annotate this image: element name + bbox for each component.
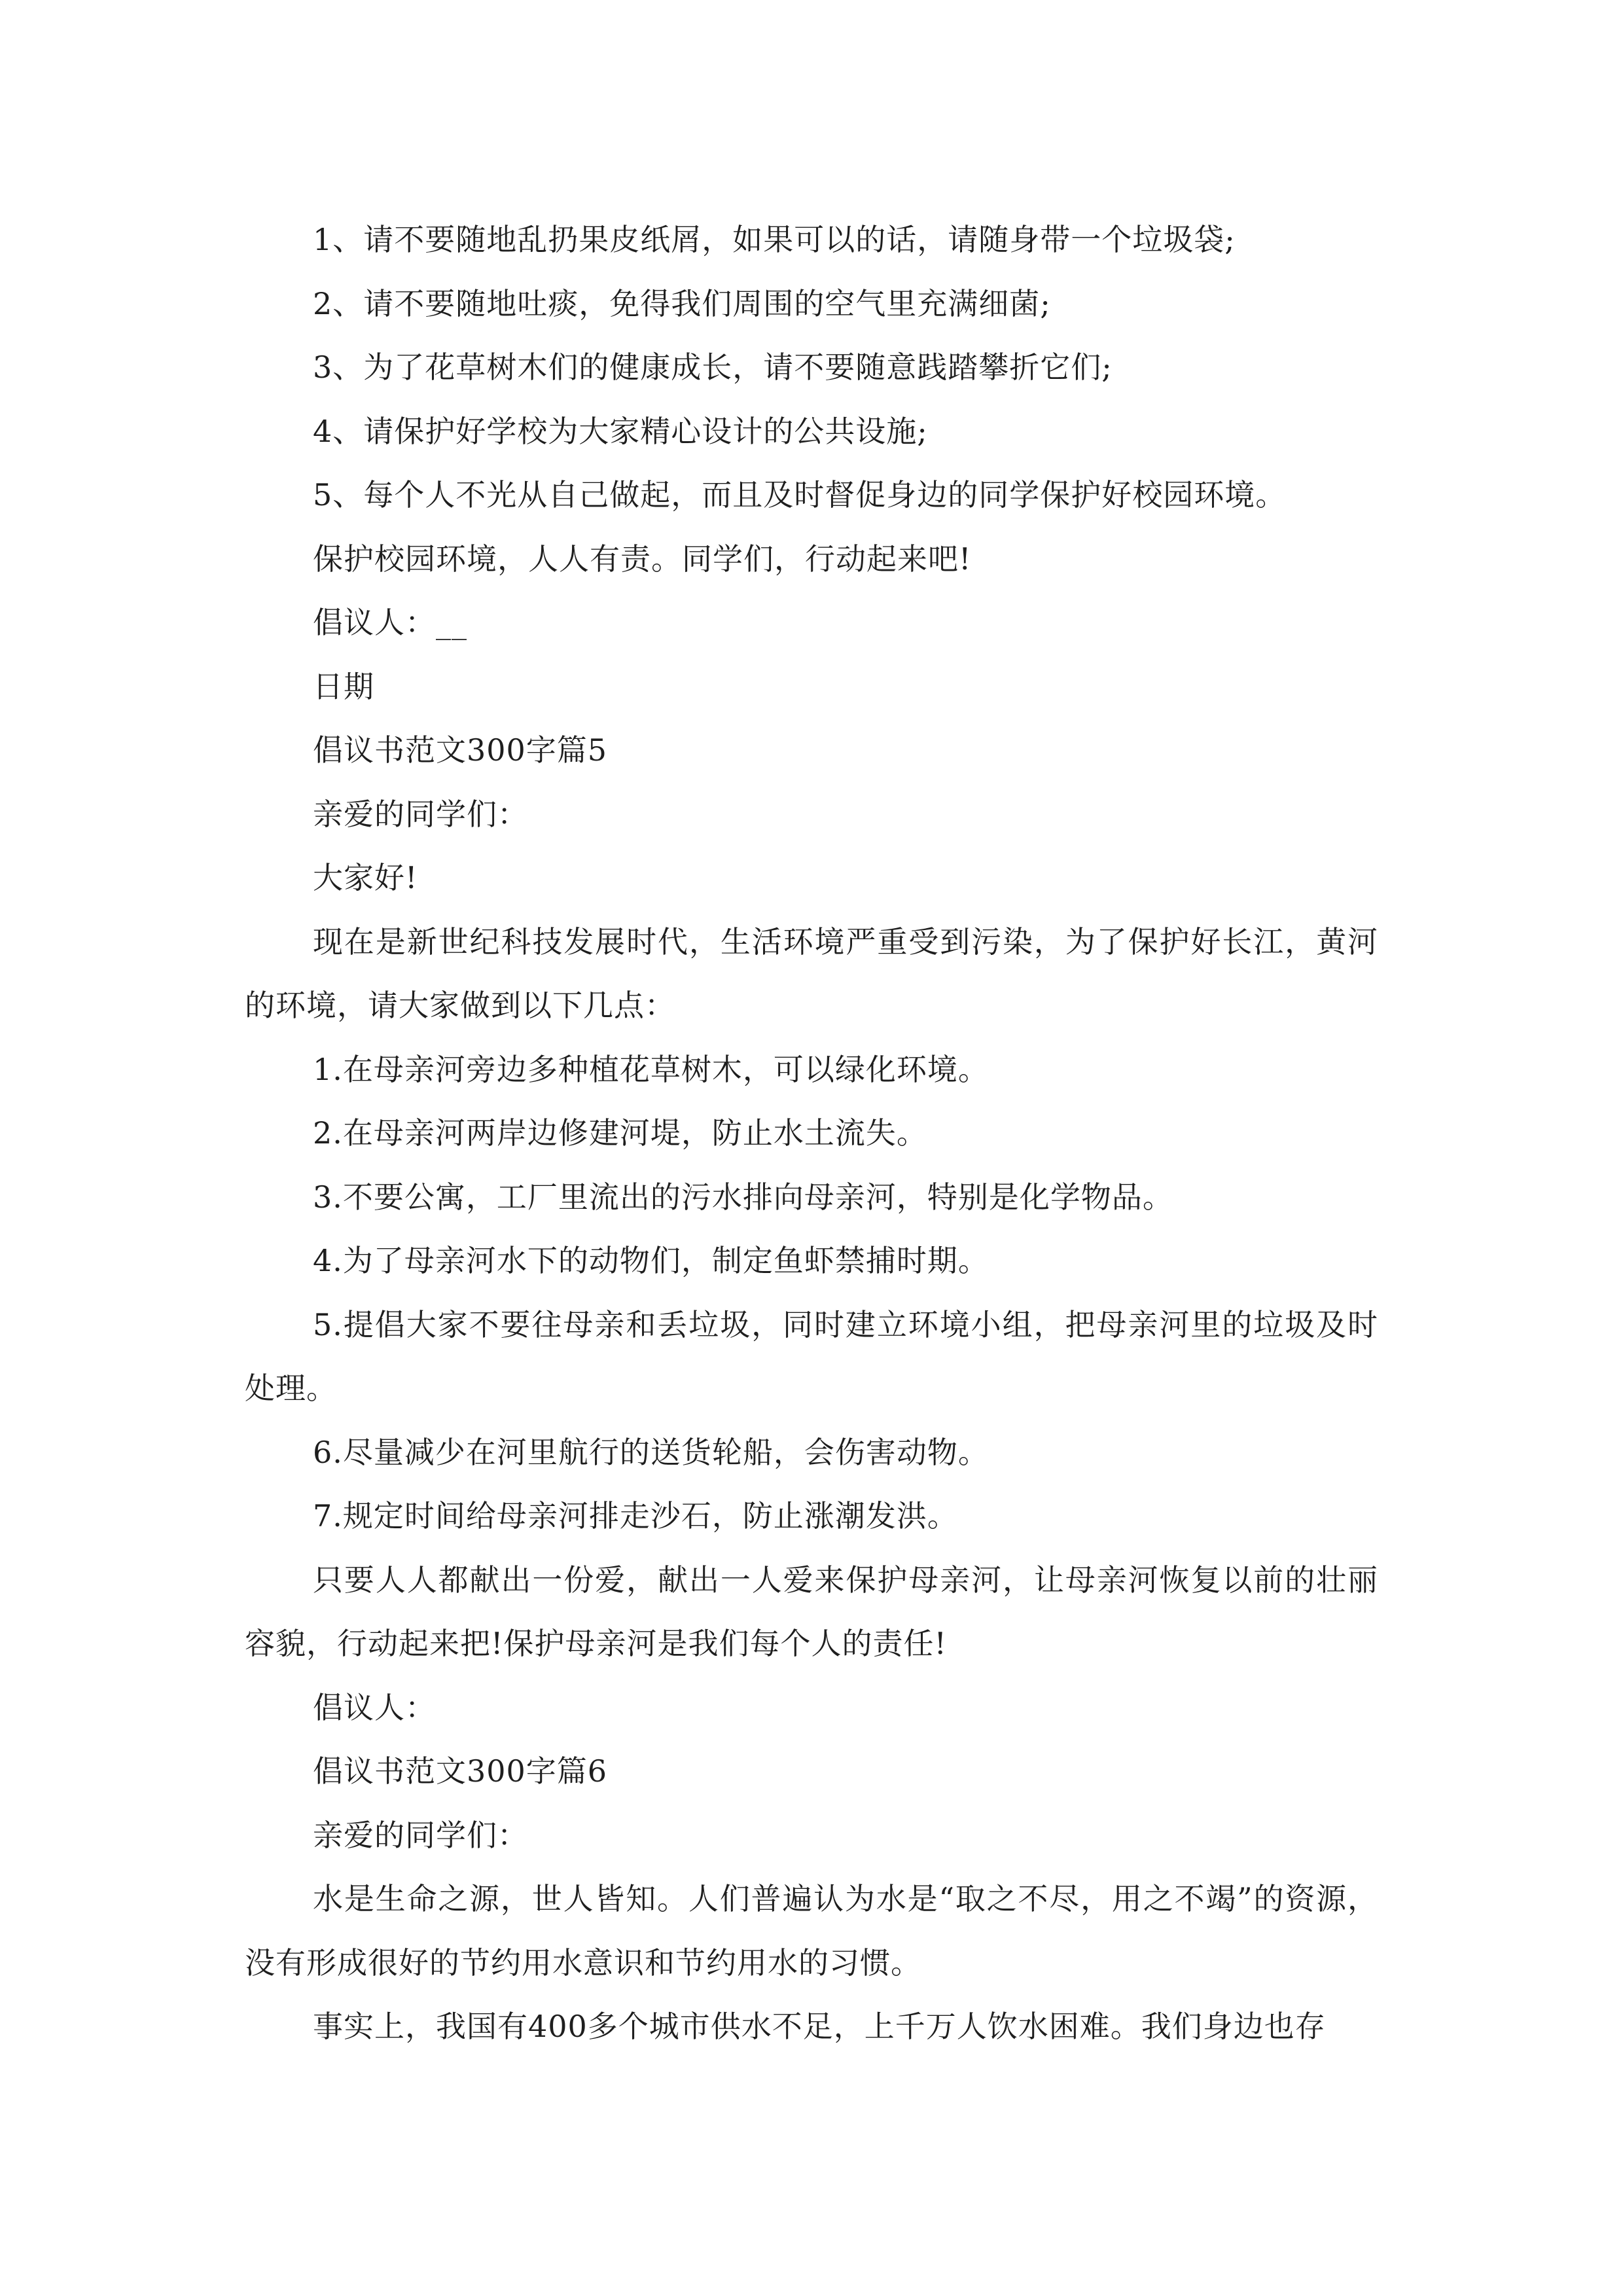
body-paragraph: 事实上，我国有400多个城市供水不足，上千万人饮水困难。我们身边也存 bbox=[313, 2009, 1326, 2044]
list-item-4: 4、请保护好学校为大家精心设计的公共设施; bbox=[313, 413, 928, 449]
signature-line: 倡议人： bbox=[313, 1689, 436, 1725]
salutation: 亲爱的同学们： bbox=[313, 1817, 528, 1853]
section-heading-6: 倡议书范文300字篇6 bbox=[313, 1753, 608, 1789]
list-item-6: 6.尽量减少在河里航行的送货轮船，会伤害动物。 bbox=[313, 1434, 989, 1470]
signature-line: 倡议人：__ bbox=[313, 605, 467, 640]
body-paragraph: 水是生命之源，世人皆知。人们普遍认为水是“取之不尽，用之不竭”的资源，没有形成很好的节约用水意识和节约用水的习惯。 bbox=[245, 1881, 1378, 1981]
document-body bbox=[245, 208, 1378, 2059]
salutation: 亲爱的同学们： bbox=[313, 796, 528, 832]
list-item-3: 3.不要公寓，工厂里流出的污水排向母亲河，特别是化学物品。 bbox=[313, 1179, 1173, 1215]
closing-line: 保护校园环境，人人有责。同学们，行动起来吧! bbox=[313, 541, 972, 577]
body-paragraph: 现在是新世纪科技发展时代，生活环境严重受到污染，为了保护好长江，黄河的环境，请大家做到以下几点： bbox=[245, 924, 1378, 1023]
list-item-5: 5、每个人不光从自己做起，而且及时督促身边的同学保护好校园环境。 bbox=[313, 477, 1287, 512]
list-item-7: 7.规定时间给母亲河排走沙石，防止涨潮发洪。 bbox=[313, 1498, 958, 1534]
section-heading-5: 倡议书范文300字篇5 bbox=[313, 732, 608, 768]
greeting: 大家好! bbox=[313, 860, 418, 895]
list-item-2: 2.在母亲河两岸边修建河堤，防止水土流失。 bbox=[313, 1115, 927, 1151]
list-item-4: 4.为了母亲河水下的动物们，制定鱼虾禁捕时期。 bbox=[313, 1243, 989, 1278]
list-item-3: 3、为了花草树木们的健康成长，请不要随意践踏攀折它们; bbox=[313, 350, 1113, 385]
body-paragraph: 只要人人都献出一份爱，献出一人爱来保护母亲河，让母亲河恢复以前的壮丽容貌，行动起来把!保护母亲河是我们每个人的责任! bbox=[245, 1562, 1378, 1661]
list-item-1: 1、请不要随地乱扔果皮纸屑，如果可以的话，请随身带一个垃圾袋; bbox=[313, 222, 1236, 257]
date-line: 日期 bbox=[313, 668, 374, 704]
list-item-2: 2、请不要随地吐痰，免得我们周围的空气里充满细菌; bbox=[313, 285, 1051, 321]
list-item-5: 5.提倡大家不要往母亲和丢垃圾，同时建立环境小组，把母亲河里的垃圾及时处理。 bbox=[245, 1306, 1378, 1406]
list-item-1: 1.在母亲河旁边多种植花草树木，可以绿化环境。 bbox=[313, 1051, 989, 1087]
